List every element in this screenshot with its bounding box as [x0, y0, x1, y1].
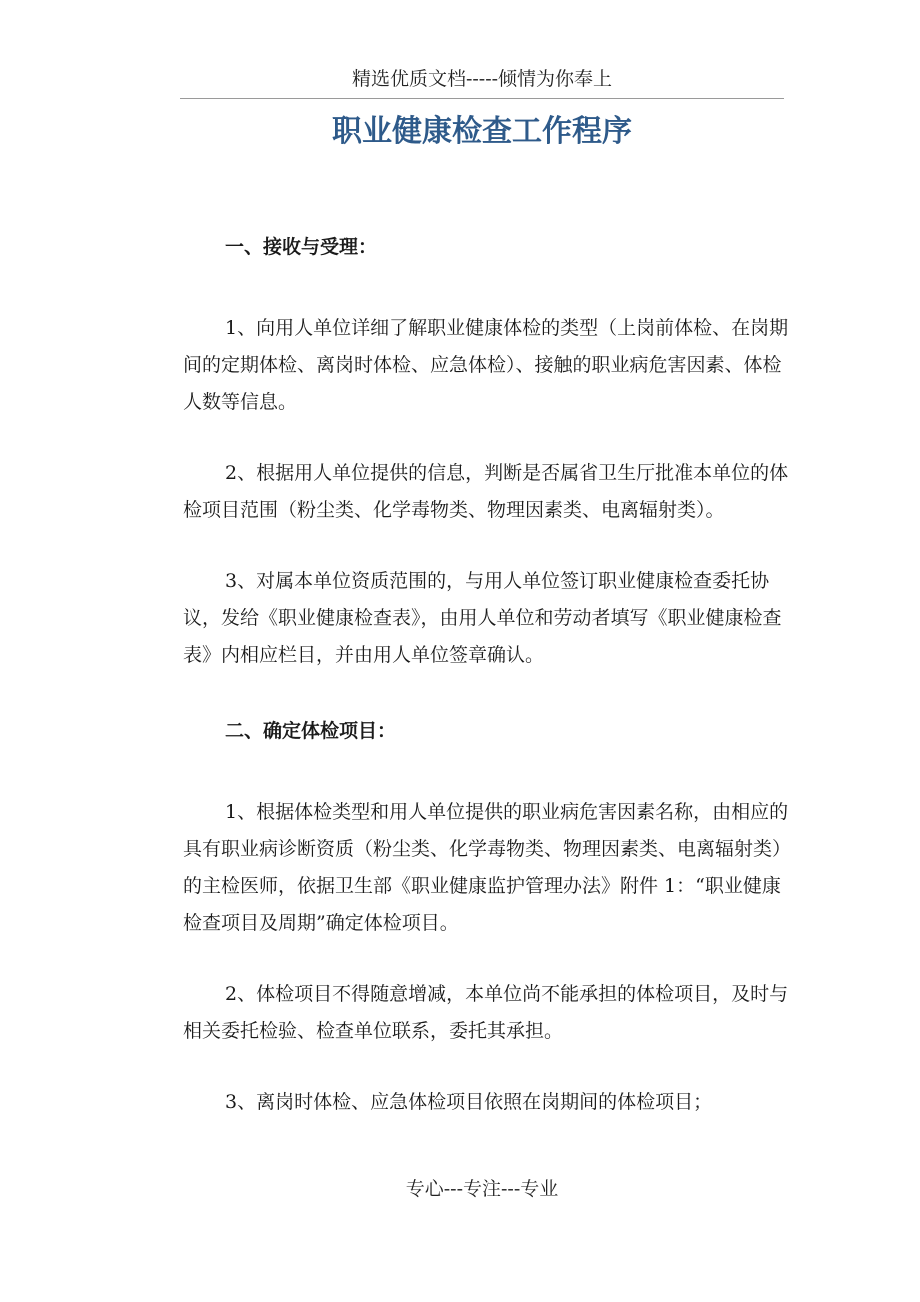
paragraph: 2、根据用人单位提供的信息，判断是否属省卫生厅批准本单位的体检项目范围（粉尘类、化学毒物类、物理因素类、电离辐射类）。 — [183, 462, 789, 521]
page-footer: 专心---专注---专业 — [405, 1178, 559, 1200]
section-heading: 一、接收与受理： — [225, 236, 378, 258]
paragraph: 1、向用人单位详细了解职业健康体检的类型（上岗前体检、在岗期间的定期体检、离岗时体检、应急体检）、接触的职业病危害因素、体检人数等信息。 — [183, 317, 789, 413]
section-heading: 二、确定体检项目： — [225, 720, 397, 742]
page-header: 精选优质文档-----倾情为你奉上 — [180, 62, 784, 99]
paragraph: 2、体检项目不得随意增减，本单位尚不能承担的体检项目，及时与相关委托检验、检查单位联系，委托其承担。 — [183, 983, 789, 1042]
document-title: 职业健康检查工作程序 — [332, 114, 632, 149]
section-determine-items — [183, 708, 793, 1121]
paragraph: 3、离岗时体检、应急体检项目依照在岗期间的体检项目； — [225, 1091, 713, 1113]
document-body — [183, 224, 793, 1155]
section-receive-accept — [183, 224, 793, 674]
paragraph: 1、根据体检类型和用人单位提供的职业病危害因素名称，由相应的具有职业病诊断资质（粉尘类、化学毒物类、物理因素类、电离辐射类）的主检医师，依据卫生部《职业健康监护管理办法》附件 1：“职业健康检查项目及周期”确定体检项目。 — [183, 801, 792, 934]
paragraph: 3、对属本单位资质范围的，与用人单位签订职业健康检查委托协议，发给《职业健康检查表》，由用人单位和劳动者填写《职业健康检查表》内相应栏目，并由用人单位签章确认。 — [183, 570, 782, 666]
